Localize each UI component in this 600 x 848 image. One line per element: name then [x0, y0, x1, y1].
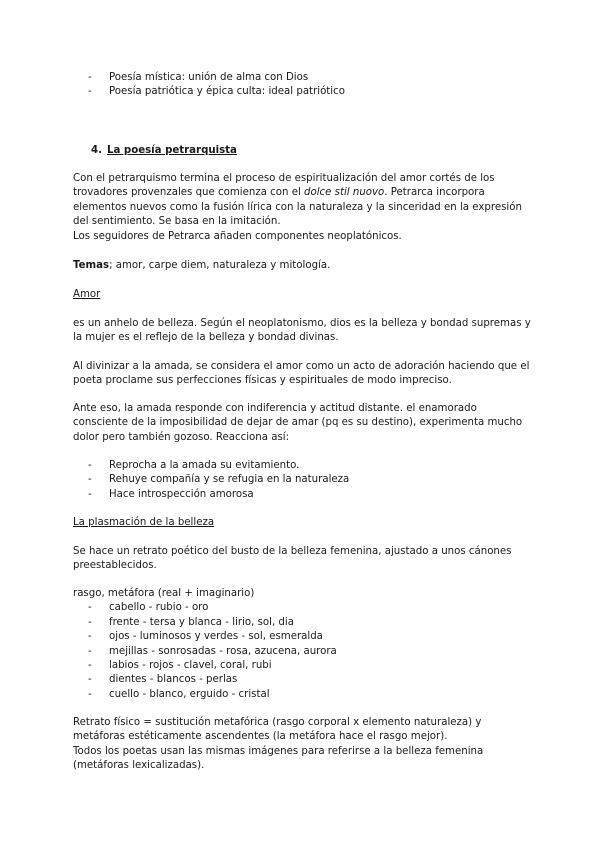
- list-item: - Poesía patriótica y épica culta: ideal patriótico: [88, 85, 528, 99]
- section-heading: [91, 144, 551, 158]
- amor-paragraph-2: Al divinizar a la amada, se considera el amor como un acto de adoración haciendo que el poeta proclame sus perfecciones físicas y espirituales de modo impreciso.: [73, 361, 530, 387]
- belleza-heading: La plasmación de la belleza: [73, 517, 215, 528]
- list-item: - Poesía mística: unión de alma con Dios: [88, 71, 528, 85]
- reactions-list: [88, 459, 528, 502]
- list-item: - ojos - luminosos y verdes - sol, esmeralda: [88, 630, 528, 644]
- list-item: - mejillas - sonrosadas - rosa, azucena, aurora: [88, 645, 528, 659]
- intro-text-a: Con el petrarquismo termina el proceso de espiritualización del amor cortés de los trovadores provenzales que comienza con el: [73, 173, 495, 199]
- top-bullet-list: [88, 71, 528, 100]
- amor-heading: Amor: [73, 289, 101, 300]
- list-item: - labios - rojos - clavel, coral, rubi: [88, 659, 528, 673]
- rasgo-line: rasgo, metáfora (real + imaginario): [73, 588, 255, 599]
- temas-line: [73, 259, 533, 273]
- intro-text-b: . Petrarca incorpora elementos nuevos como la fusión lírica con la naturaleza y la sinceridad en la expresión del sentimiento. Se basa en la imitación.: [73, 187, 522, 228]
- belleza-paragraph-2: Retrato físico = sustitución metafórica (rasgo corporal x elemento naturaleza) y metáforas estéticamente ascendentes (la metáfora hace el rasgo mejor).: [73, 717, 482, 743]
- list-item: - Rehuye compañía y se refugia en la naturaleza: [88, 473, 528, 487]
- amor-paragraph-1: es un anhelo de belleza. Según el neoplatonismo, dios es la belleza y bondad supremas y la mujer es el reflejo de la belleza y bondad divinas.: [73, 318, 531, 344]
- temas-text: ; amor, carpe diem, naturaleza y mitología.: [109, 260, 331, 271]
- intro-paragraph: [73, 172, 533, 230]
- list-item: - cabello - rubio - oro: [88, 601, 528, 615]
- belleza-paragraph-3: Todos los poetas usan las mismas imágenes para referirse a la belleza femenina (metáforas lexicalizadas).: [73, 745, 484, 772]
- section-number: 4.: [91, 145, 102, 156]
- list-item: - cuello - blanco, erguido - cristal: [88, 688, 528, 702]
- list-item: - frente - tersa y blanca - lirio, sol, dia: [88, 616, 528, 630]
- temas-label: Temas: [73, 260, 110, 271]
- list-item: - dientes - blancos - perlas: [88, 673, 528, 687]
- intro-paragraph-2: Los seguidores de Petrarca añaden componentes neoplatónicos.: [73, 230, 402, 242]
- amor-paragraph-3: Ante eso, la amada responde con indiferencia y actitud distante. el enamorado consciente de la imposibilidad de dejar de amar (pq es su destino), experimenta mucho dolor pero también gozoso. Reacciona así:: [73, 403, 523, 443]
- list-item: - Hace introspección amorosa: [88, 488, 528, 502]
- section-title: La poesía petrarquista: [107, 145, 237, 156]
- intro-italic: dolce stil nuovo: [304, 187, 385, 199]
- list-item: - Reprocha a la amada su evitamiento.: [88, 459, 528, 473]
- belleza-paragraph-1: Se hace un retrato poético del busto de la belleza femenina, ajustado a unos cánones preestablecidos.: [73, 546, 512, 572]
- rasgos-list: [88, 601, 528, 702]
